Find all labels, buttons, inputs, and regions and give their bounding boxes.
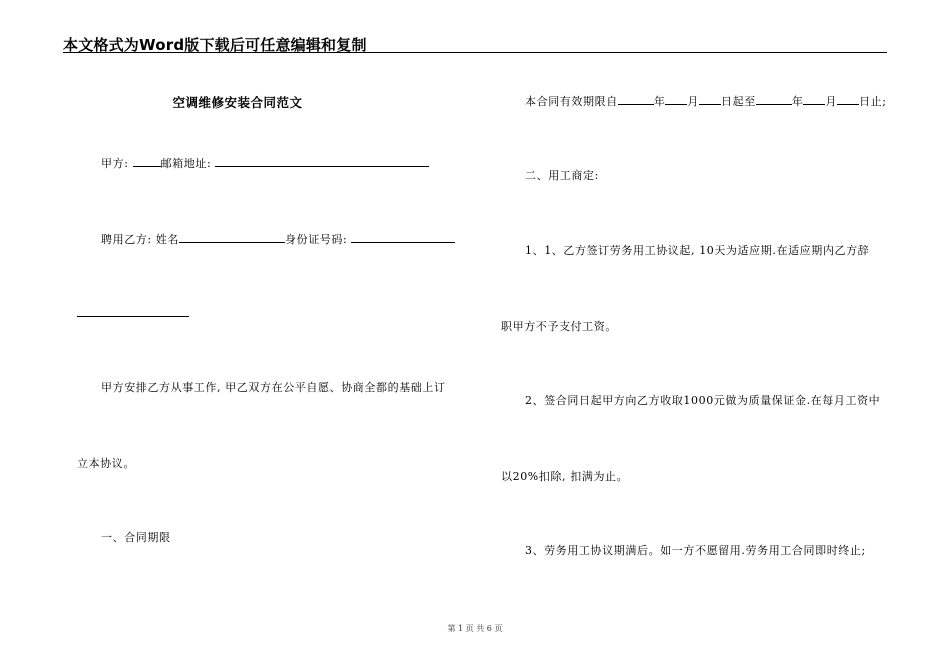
end-year-blank: [756, 95, 792, 105]
contract-term-line: [525, 93, 887, 109]
header-divider: [63, 52, 887, 53]
download-notice-header: 本文格式为Word版下载后可任意编辑和复制: [63, 36, 367, 54]
party-b-id-blank: [351, 233, 455, 243]
agreement-paragraph-line2: 立本协议。: [77, 457, 135, 470]
party-a-label: 甲方:: [101, 157, 133, 170]
item3-line1: 3、劳务用工协议期满后。如一方不愿留用.劳务用工合同即时终止;: [525, 544, 866, 557]
term-year2-label: 年: [791, 95, 804, 108]
party-b-id-label: 身份证号码:: [285, 233, 352, 246]
party-a-blank: [133, 157, 161, 167]
item1-line1: 1、1、乙方签订劳务用工协议起, 10天为适应期.在适应期内乙方辞: [525, 244, 870, 257]
term-month2-label: 月: [825, 95, 838, 108]
page-footer: 第 1 页 共 6 页: [447, 624, 503, 633]
item2-line1: 2、签合同日起甲方向乙方收取1000元做为质量保证金.在每月工资中: [525, 394, 881, 407]
document-title: 空调维修安装合同范文: [172, 95, 303, 110]
term-day-to-label: 日起至: [721, 95, 756, 108]
agreement-paragraph-line1: 甲方安排乙方从事工作, 甲乙双方在公平自愿、协商全都的基础上订: [101, 381, 446, 394]
party-b-extra-line: [77, 307, 189, 320]
end-month-blank: [803, 95, 825, 105]
term-day-end-label: 日止;: [859, 95, 887, 108]
term-month-label: 月: [687, 95, 700, 108]
party-b-line: [101, 231, 455, 247]
party-a-line: [101, 155, 429, 171]
party-b-label: 聘用乙方: 姓名: [101, 233, 180, 246]
end-day-blank: [837, 95, 859, 105]
party-a-email-label: 邮箱地址:: [160, 157, 216, 170]
start-month-blank: [665, 95, 687, 105]
section-employment-terms: 二、用工商定:: [525, 169, 599, 182]
party-a-email-blank: [215, 157, 429, 167]
term-year-label: 年: [653, 95, 666, 108]
term-start-label: 本合同有效期限自: [525, 95, 618, 108]
party-b-extra-blank: [77, 307, 189, 317]
item2-line2: 以20%扣除, 扣满为止。: [501, 470, 629, 483]
item1-line2: 职甲方不予支付工资。: [501, 320, 617, 333]
section-contract-term: 一、合同期限: [101, 531, 171, 544]
start-day-blank: [699, 95, 721, 105]
party-b-name-blank: [179, 233, 285, 243]
start-year-blank: [618, 95, 654, 105]
